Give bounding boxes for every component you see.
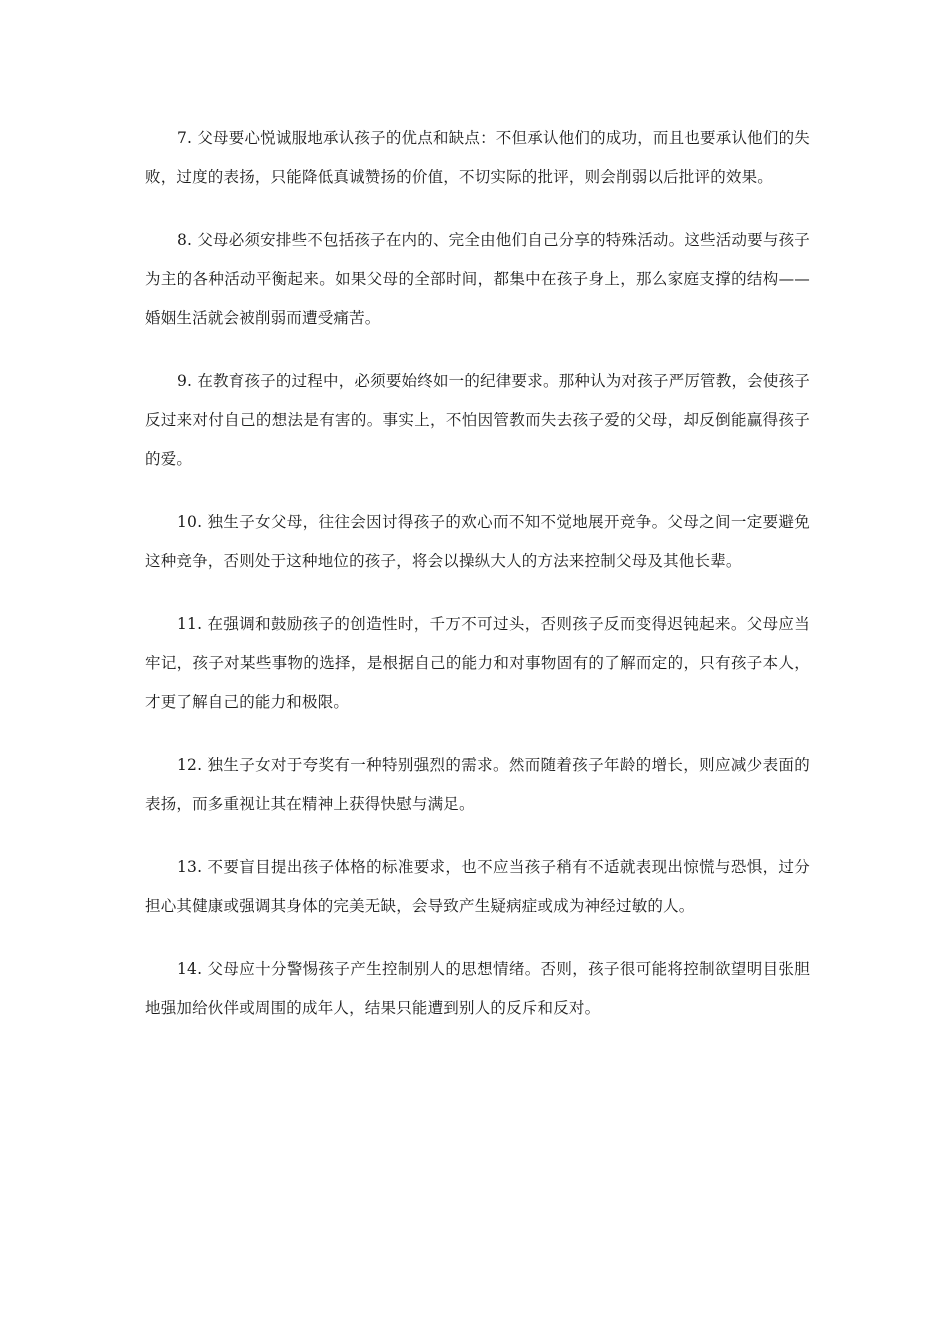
paragraph-item-9: 9. 在教育孩子的过程中，必须要始终如一的纪律要求。那种认为对孩子严厉管教，会使孩子反过来对付自己的想法是有害的。事实上，不怕因管教而失去孩子爱的父母，却反倒能赢得孩子的爱。 — [145, 372, 810, 468]
paragraph-item-14: 14. 父母应十分警惕孩子产生控制别人的思想情绪。否则，孩子很可能将控制欲望明目张胆地强加给伙伴或周围的成年人，结果只能遭到别人的反斥和反对。 — [145, 960, 810, 1017]
paragraph-item-12: 12. 独生子女对于夸奖有一种特别强烈的需求。然而随着孩子年龄的增长，则应减少表面的表扬，而多重视让其在精神上获得快慰与满足。 — [145, 756, 810, 813]
paragraph-item-7: 7. 父母要心悦诚服地承认孩子的优点和缺点：不但承认他们的成功，而且也要承认他们的失败，过度的表扬，只能降低真诚赞扬的价值，不切实际的批评，则会削弱以后批评的效果。 — [145, 129, 810, 186]
paragraph-item-8: 8. 父母必须安排些不包括孩子在内的、完全由他们自己分享的特殊活动。这些活动要与孩子为主的各种活动平衡起来。如果父母的全部时间，都集中在孩子身上，那么家庭支撑的结构——婚姻生活就会被削弱而遭受痛苦。 — [145, 231, 810, 327]
document-body — [145, 119, 810, 1052]
paragraph-item-11: 11. 在强调和鼓励孩子的创造性时，千万不可过头，否则孩子反而变得迟钝起来。父母应当牢记，孩子对某些事物的选择，是根据自己的能力和对事物固有的了解而定的，只有孩子本人，才更了解自己的能力和极限。 — [145, 615, 810, 711]
paragraph-item-10: 10. 独生子女父母，往往会因讨得孩子的欢心而不知不觉地展开竞争。父母之间一定要避免这种竞争，否则处于这种地位的孩子，将会以操纵大人的方法来控制父母及其他长辈。 — [145, 513, 810, 570]
paragraph-item-13: 13. 不要盲目提出孩子体格的标准要求，也不应当孩子稍有不适就表现出惊慌与恐惧，过分担心其健康或强调其身体的完美无缺，会导致产生疑病症或成为神经过敏的人。 — [145, 858, 810, 915]
